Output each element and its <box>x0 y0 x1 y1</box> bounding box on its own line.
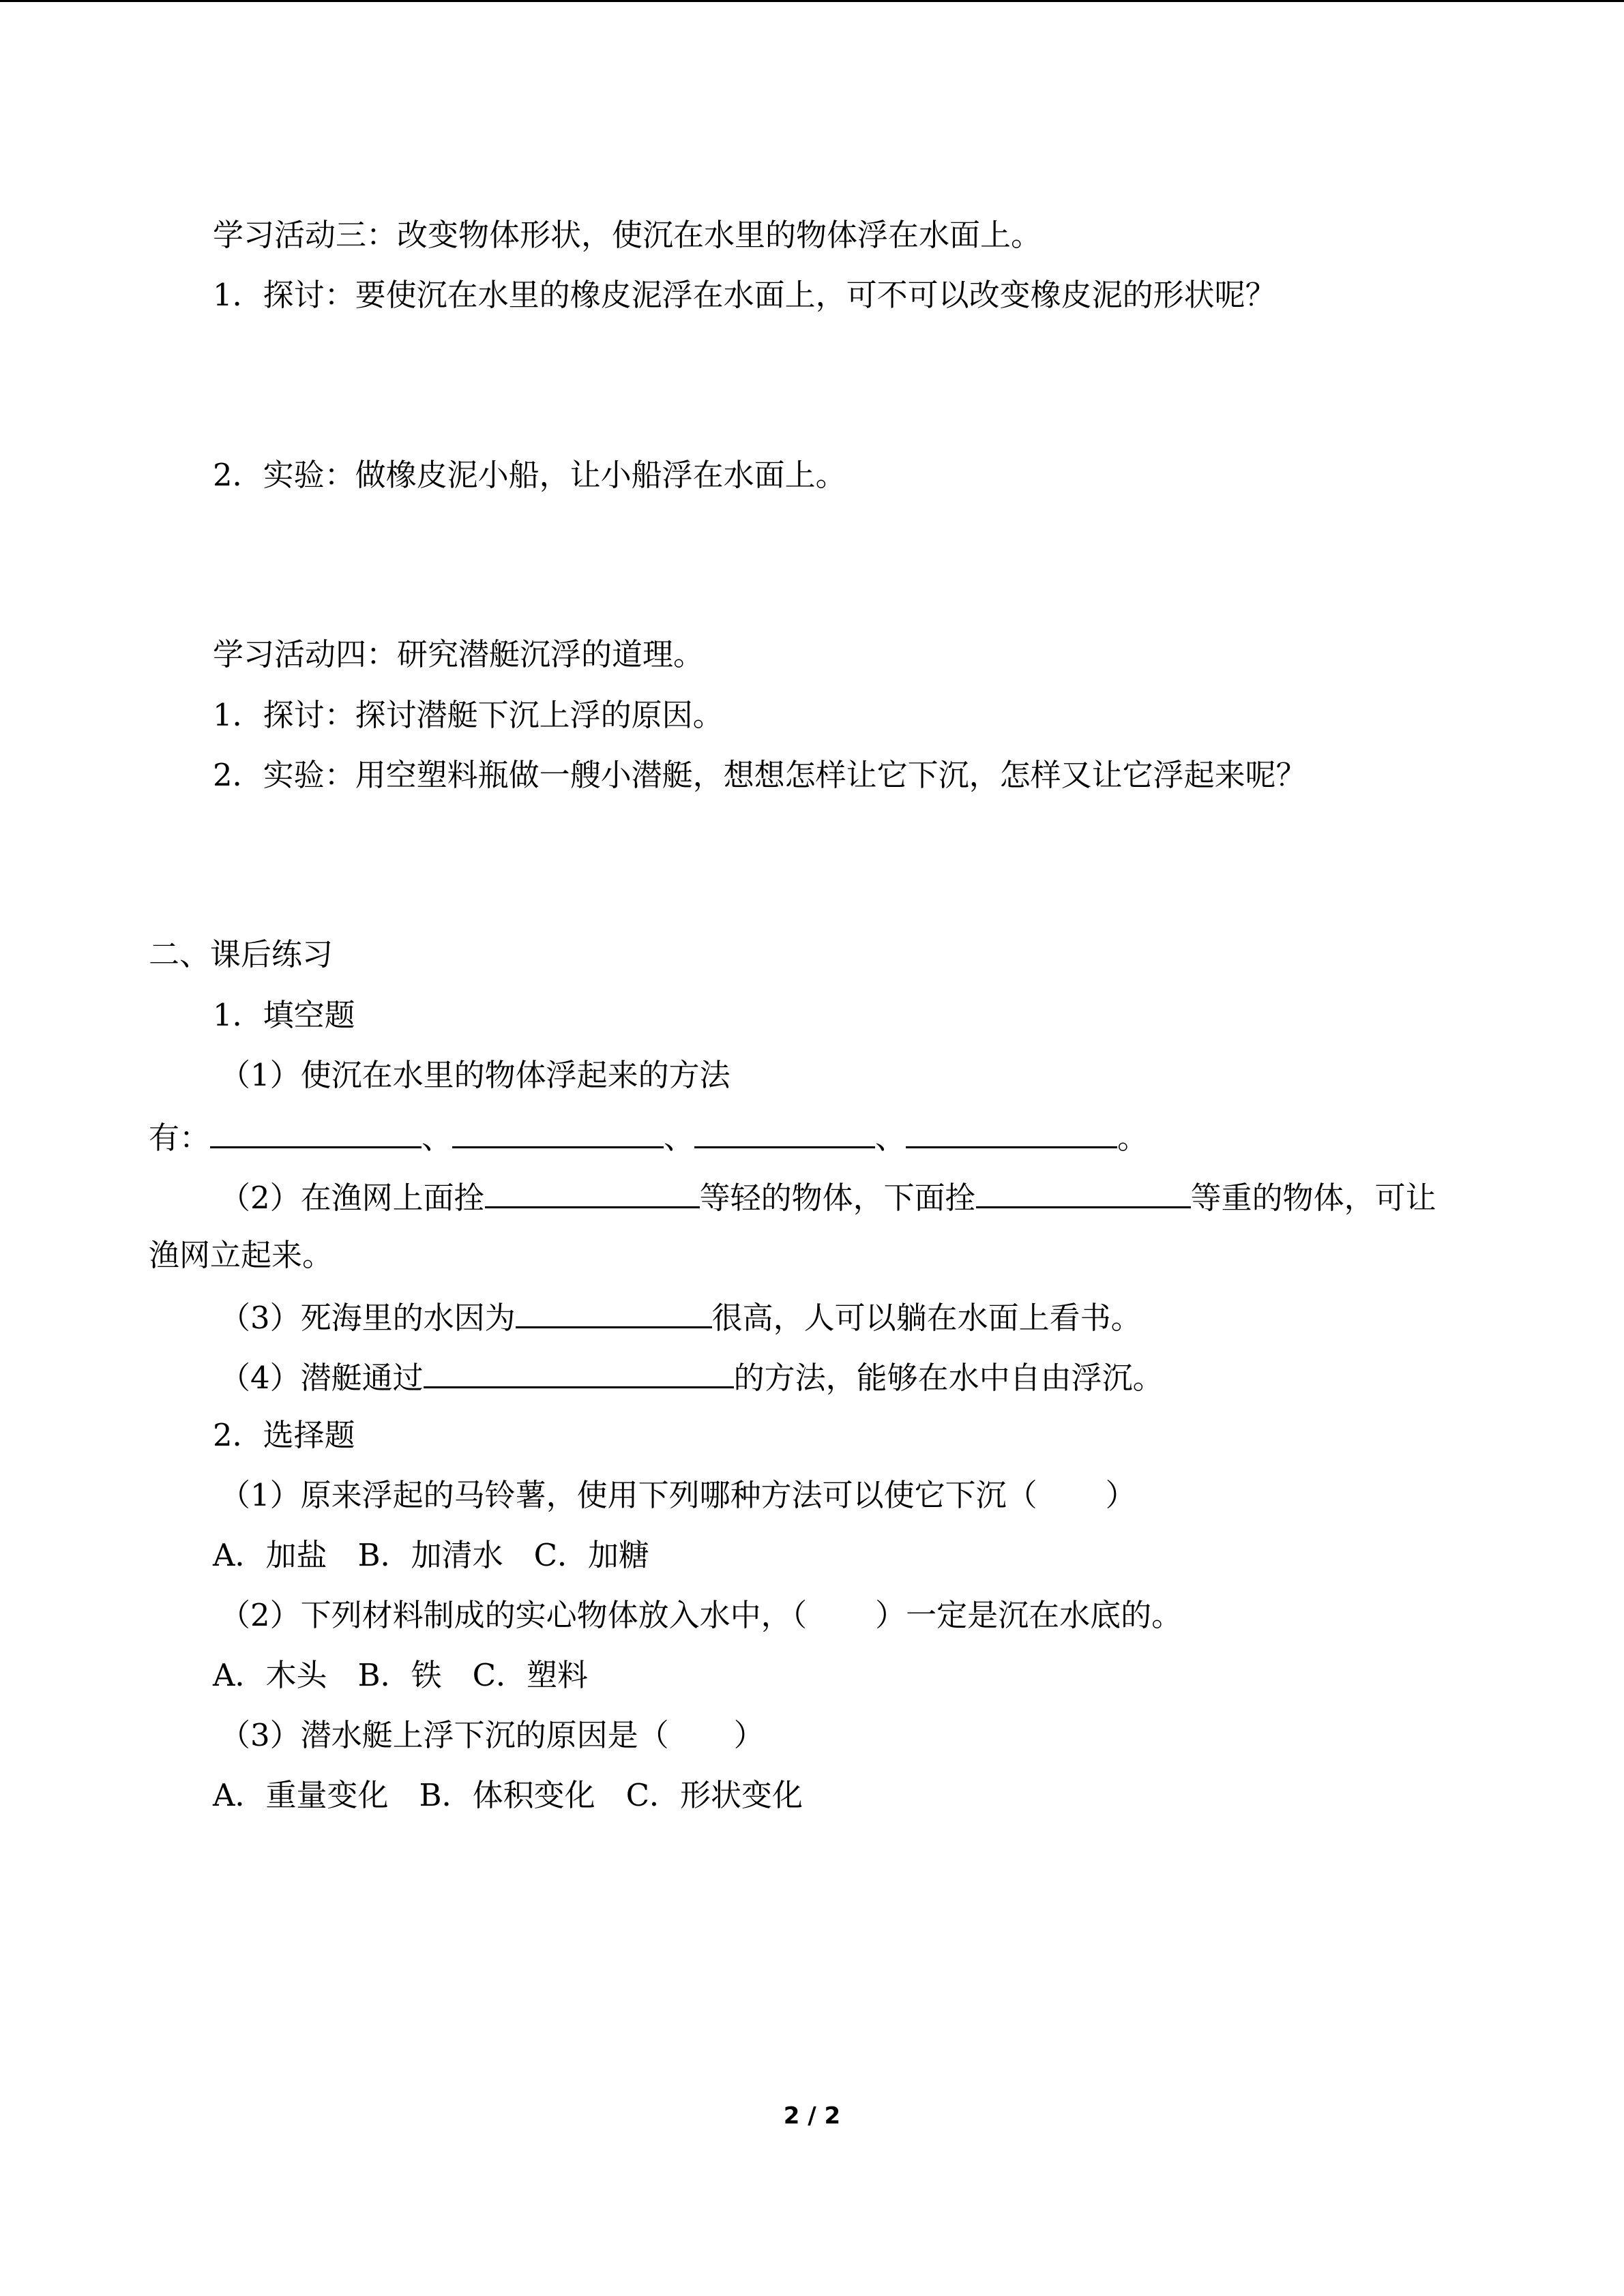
fill-q3-part-b: 很高，人可以躺在水面上看书。 <box>711 1300 1142 1336</box>
answer-blank[interactable] <box>976 1175 1191 1208</box>
answer-blank[interactable] <box>424 1355 734 1388</box>
fill-q4-part-b: 的方法，能够在水中自由浮沉。 <box>733 1360 1164 1396</box>
choice-q2-part-a: （2）下列材料制成的实心物体放入水中，（ <box>220 1597 808 1633</box>
answer-blank[interactable] <box>452 1115 664 1148</box>
separator: 、 <box>422 1120 453 1156</box>
answer-blank[interactable] <box>210 1115 422 1148</box>
fill-q3 <box>0 1295 1624 1336</box>
choice-q3-text: （3）潜水艇上浮下沉的原因是（ <box>220 1717 669 1753</box>
fill-heading: 1．填空题 <box>213 997 355 1033</box>
fill-q4 <box>0 1355 1624 1396</box>
activity4-title: 学习活动四：研究潜艇沉浮的道理。 <box>213 636 705 672</box>
activity3-title: 学习活动三：改变物体形状，使沉在水里的物体浮在水面上。 <box>213 217 1042 253</box>
activity4-item-2: 2．实验：用空塑料瓶做一艘小潜艇，想想怎样让它下沉，怎样又让它浮起来呢？ <box>213 757 1307 793</box>
choice-q1-text: （1）原来浮起的马铃薯，使用下列哪种方法可以使它下沉（ <box>220 1477 1037 1513</box>
fill-q2-part-c: 等重的物体，可让 <box>1190 1180 1436 1216</box>
choice-q3-close: ） <box>733 1717 765 1753</box>
choice-heading: 2．选择题 <box>213 1417 355 1453</box>
fill-q1-line2 <box>0 1115 1624 1156</box>
fill-q2-part-b: 等轻的物体，下面拴 <box>699 1180 976 1216</box>
fill-q2-line1 <box>0 1175 1624 1216</box>
activity3-item-2: 2．实验：做橡皮泥小船，让小船浮在水面上。 <box>213 457 846 493</box>
practice-heading: 二、课后练习 <box>149 936 334 972</box>
fill-q3-part-a: （3）死海里的水因为 <box>220 1300 516 1336</box>
answer-blank[interactable] <box>516 1295 712 1328</box>
fill-q2-line2: 渔网立起来。 <box>149 1237 334 1273</box>
choice-q2-options: A．木头 B．铁 C．塑料 <box>213 1657 588 1693</box>
fill-q2-part-a: （2）在渔网上面拴 <box>220 1180 485 1216</box>
choice-q2 <box>0 1595 1624 1636</box>
fill-q4-part-a: （4）潜艇通过 <box>220 1360 424 1396</box>
answer-blank[interactable] <box>694 1115 875 1148</box>
activity4-item-1: 1．探讨：探讨潜艇下沉上浮的原因。 <box>213 697 724 733</box>
choice-q3 <box>0 1715 1624 1756</box>
answer-blank[interactable] <box>906 1115 1117 1148</box>
choice-q2-part-b: ）一定是沉在水底的。 <box>875 1597 1183 1633</box>
activity3-item-1: 1．探讨：要使沉在水里的橡皮泥浮在水面上，可不可以改变橡皮泥的形状呢？ <box>213 277 1276 313</box>
page-number: 2 / 2 <box>783 2102 841 2130</box>
separator: 、 <box>875 1120 906 1156</box>
choice-q1-options: A．加盐 B．加清水 C．加糖 <box>213 1537 649 1573</box>
separator: 、 <box>664 1120 695 1156</box>
choice-q1-close: ） <box>1105 1477 1136 1513</box>
answer-blank[interactable] <box>485 1175 700 1208</box>
choice-q1 <box>0 1475 1624 1516</box>
fill-q1-prefix: 有： <box>149 1120 211 1156</box>
fill-q1-line1: （1）使沉在水里的物体浮起来的方法 <box>220 1057 730 1093</box>
choice-q3-options: A．重量变化 B．体积变化 C．形状变化 <box>213 1777 803 1813</box>
sentence-end: 。 <box>1117 1120 1149 1156</box>
top-border-line <box>0 0 1624 2</box>
